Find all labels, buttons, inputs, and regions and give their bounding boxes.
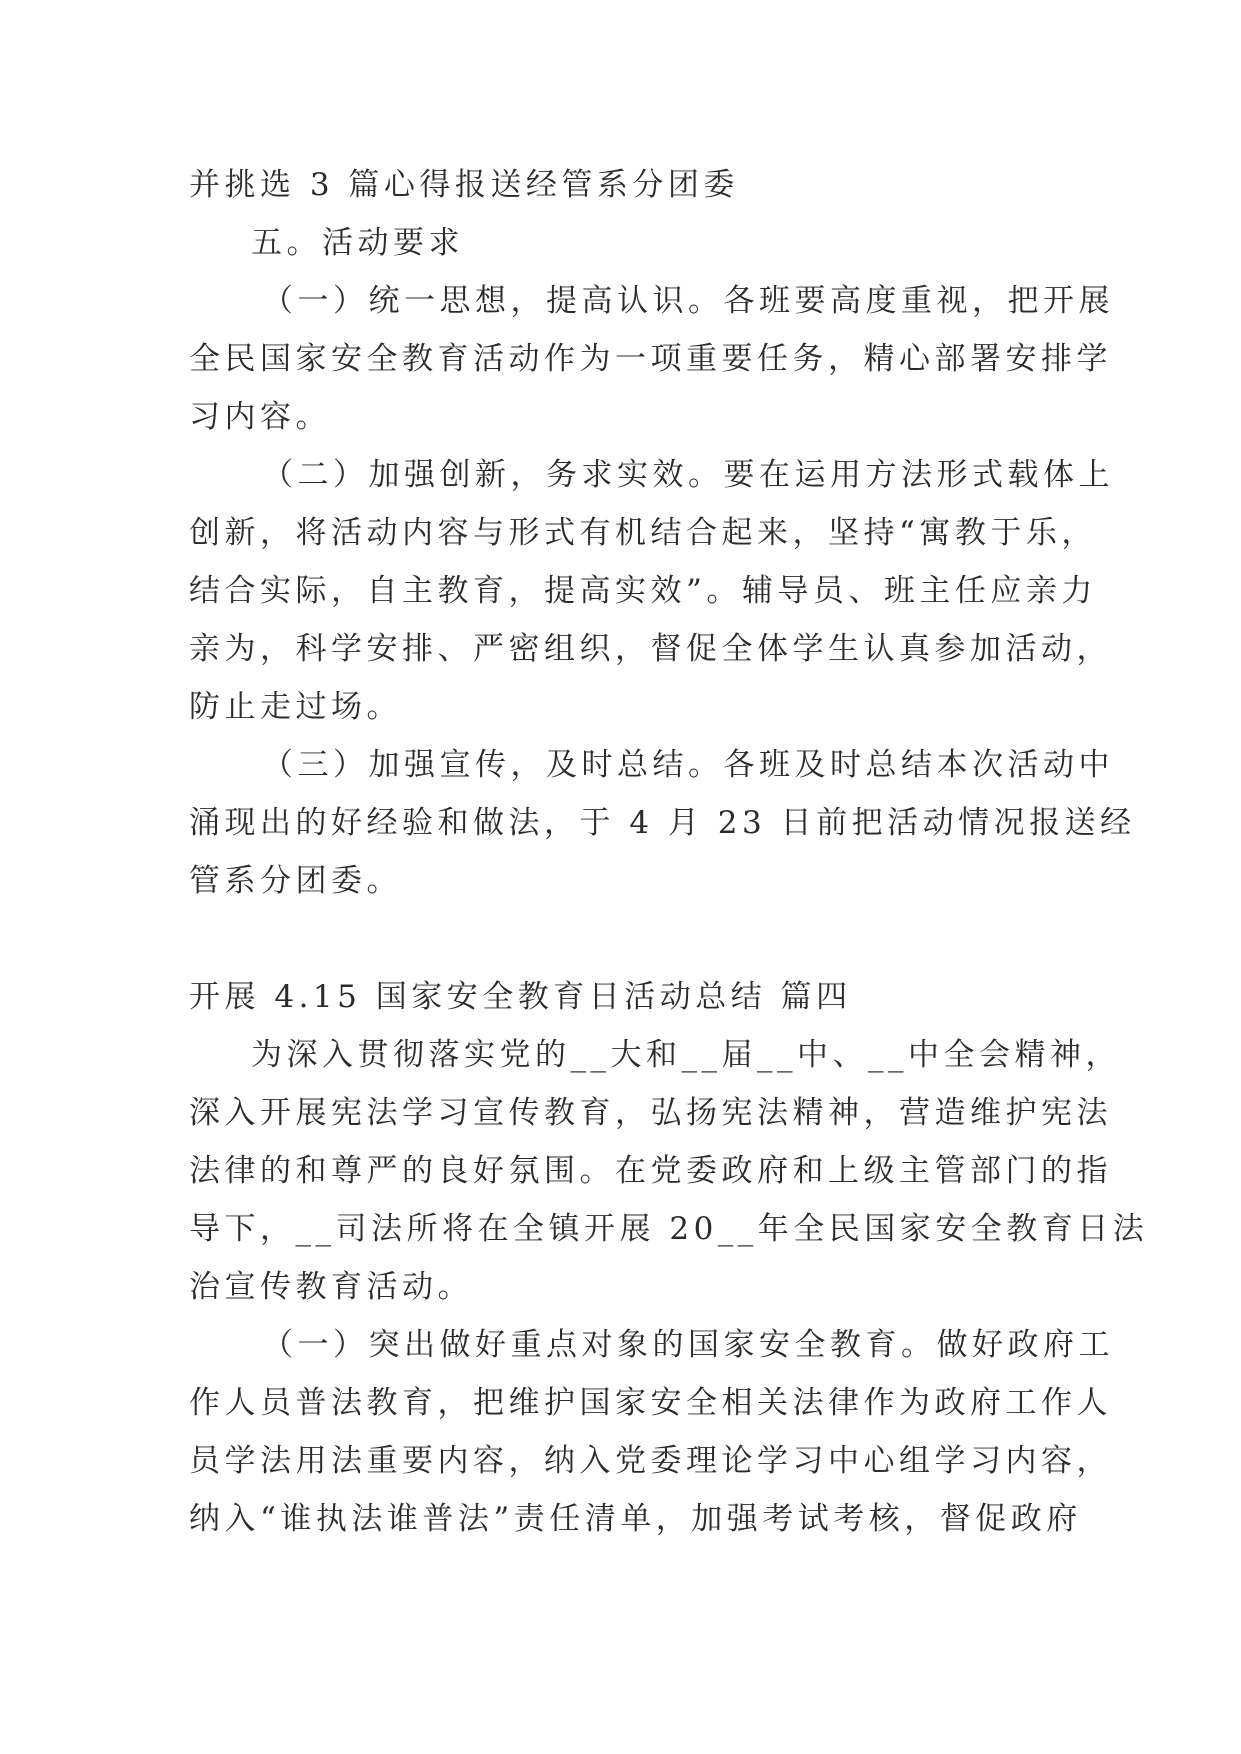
text-line: （三）加强宣传，及时总结。各班及时总结本次活动中 <box>262 747 1114 783</box>
text-line: 作人员普法教育，把维护国家安全相关法律作为政府工作人 <box>189 1385 1112 1421</box>
text-line: 员学法用法重要内容，纳入党委理论学习中心组学习内容， <box>189 1443 1112 1479</box>
text-line: 全民国家安全教育活动作为一项重要任务，精心部署安排学 <box>189 341 1112 377</box>
text-line: 涌现出的好经验和做法，于 4 月 23 日前把活动情况报送经 <box>189 805 1136 841</box>
text-line: 为深入贯彻落实党的__大和__届__中、__中全会精神， <box>251 1037 1121 1073</box>
text-line: （一）突出做好重点对象的国家安全教育。做好政府工 <box>262 1327 1114 1363</box>
section-heading: 五。活动要求 <box>251 225 464 261</box>
text-line: 亲为，科学安排、严密组织，督促全体学生认真参加活动， <box>189 631 1112 667</box>
text-line: 防止走过场。 <box>189 689 402 725</box>
text-line: 治宣传教育活动。 <box>189 1269 473 1305</box>
text-line: 导下，__司法所将在全镇开展 20__年全民国家安全教育日法 <box>189 1211 1149 1247</box>
text-line: （一）统一思想，提高认识。各班要高度重视，把开展 <box>262 283 1114 319</box>
article-title: 开展 4.15 国家安全教育日活动总结 篇四 <box>189 979 852 1015</box>
text-line: 管系分团委。 <box>189 863 402 899</box>
text-line: 并挑选 3 篇心得报送经管系分团委 <box>189 167 739 203</box>
text-line: 法律的和尊严的良好氛围。在党委政府和上级主管部门的指 <box>189 1153 1112 1189</box>
text-line: 习内容。 <box>189 399 331 435</box>
text-line: 深入开展宪法学习宣传教育，弘扬宪法精神，营造维护宪法 <box>189 1095 1112 1131</box>
text-line: 纳入“谁执法谁普法”责任清单，加强考试考核，督促政府 <box>189 1501 1082 1537</box>
text-line: 结合实际，自主教育，提高实效”。辅导员、班主任应亲力 <box>189 573 1097 609</box>
text-line: 创新，将活动内容与形式有机结合起来，坚持“寓教于乐， <box>189 515 1097 551</box>
text-line: （二）加强创新，务求实效。要在运用方法形式载体上 <box>262 457 1114 493</box>
